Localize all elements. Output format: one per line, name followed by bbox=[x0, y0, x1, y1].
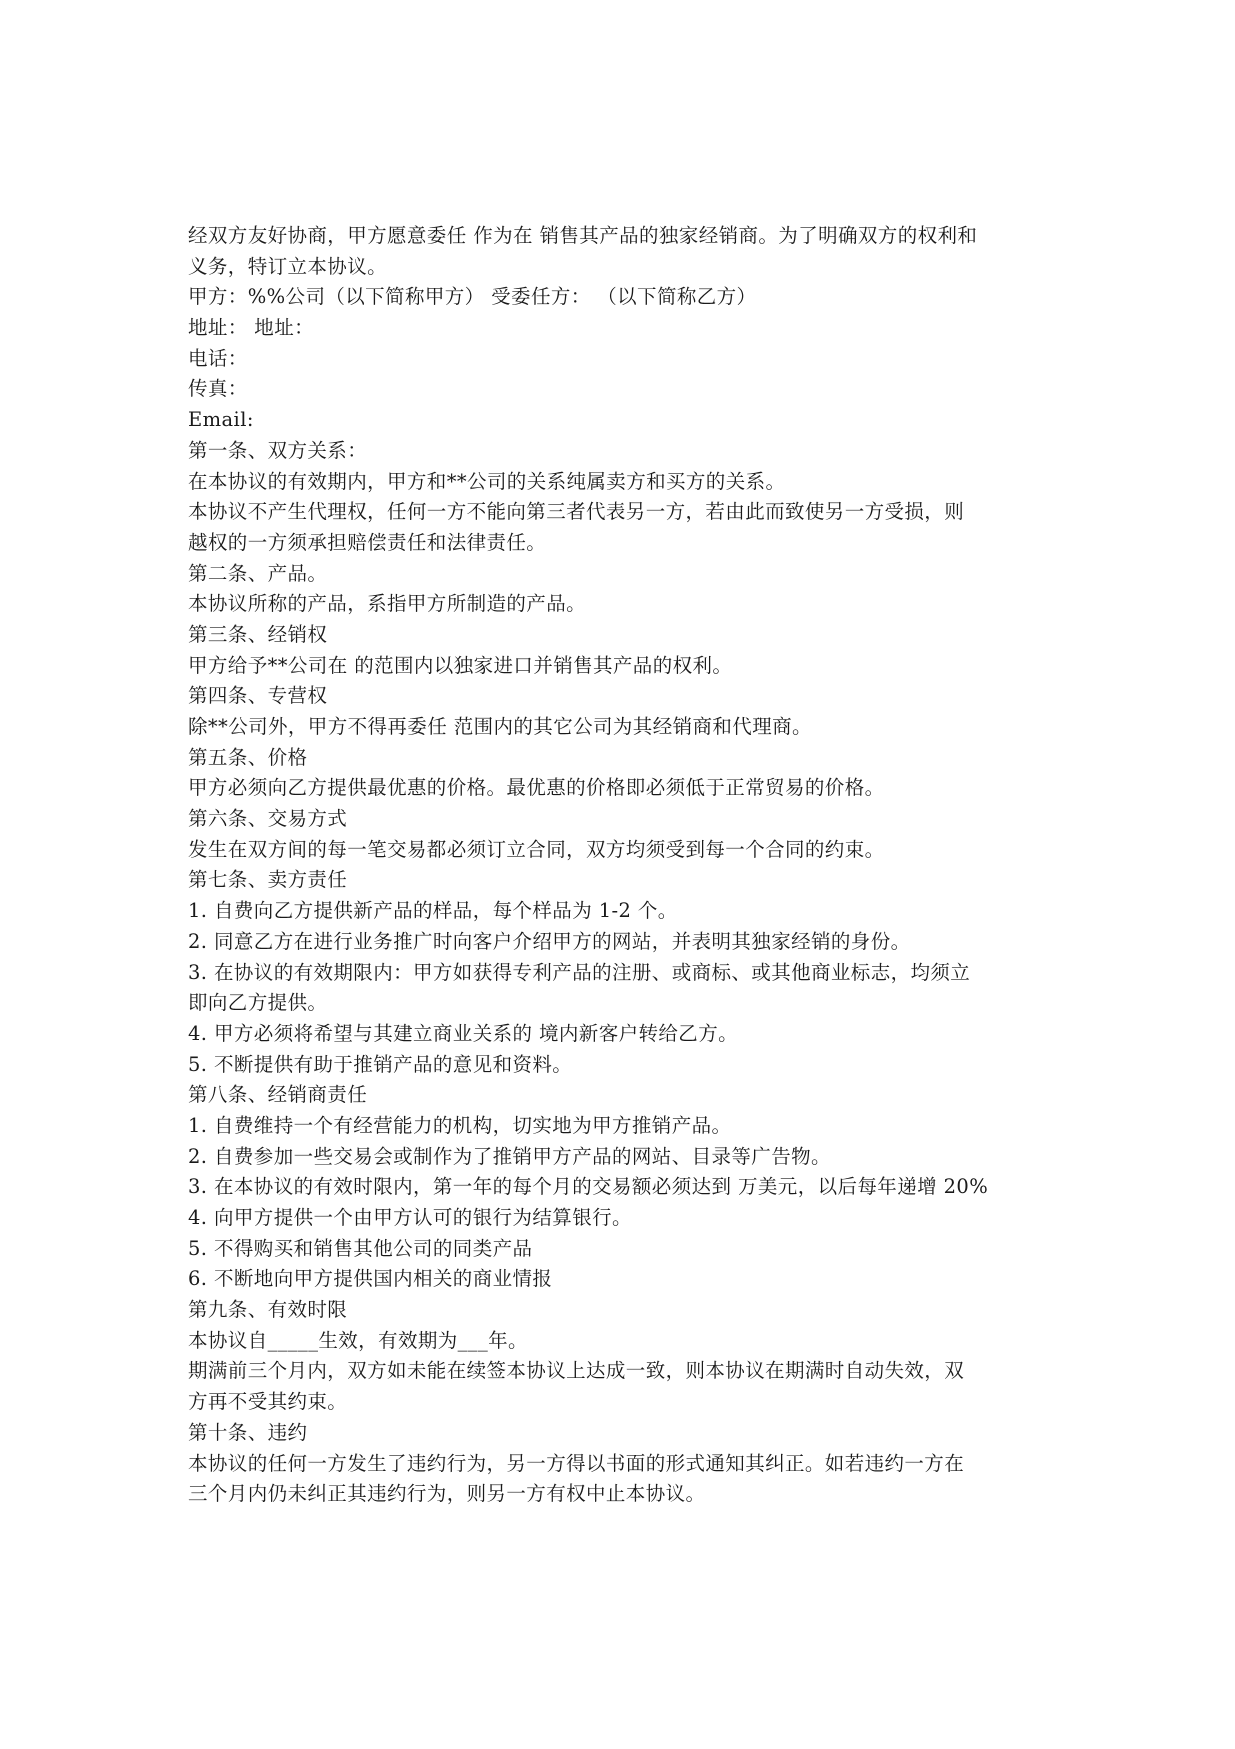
paragraph-line: 本协议不产生代理权，任何一方不能向第三者代表另一方，若由此而致使另一方受损，则 bbox=[188, 500, 965, 524]
paragraph-continuation: 三个月内仍未纠正其违约行为，则另一方有权中止本协议。 bbox=[188, 1482, 706, 1506]
paragraph-line: 传真： bbox=[188, 377, 248, 401]
paragraph-continuation: 方再不受其约束。 bbox=[188, 1390, 348, 1414]
paragraph-line: 甲方给予**公司在 的范围内以独家进口并销售其产品的权利。 bbox=[188, 653, 733, 677]
section-heading: 第九条、有效时限 bbox=[188, 1298, 348, 1322]
paragraph-line: 经双方友好协商，甲方愿意委任 作为在 销售其产品的独家经销商。为了明确双方的权利和 bbox=[188, 224, 978, 247]
list-item: 5. 不得购买和销售其他公司的同类产品 bbox=[188, 1236, 533, 1260]
paragraph-line: 期满前三个月内，双方如未能在续签本协议上达成一致，则本协议在期满时自动失效，双 bbox=[188, 1359, 965, 1383]
list-item: 1. 自费维持一个有经营能力的机构，切实地为甲方推销产品。 bbox=[188, 1113, 732, 1137]
document-body bbox=[188, 221, 1068, 1510]
section-heading: 第四条、专营权 bbox=[188, 684, 328, 708]
paragraph-continuation: 越权的一方须承担赔偿责任和法律责任。 bbox=[188, 530, 547, 554]
list-item: 1. 自费向乙方提供新产品的样品，每个样品为 1-2 个。 bbox=[188, 899, 678, 923]
list-item: 2. 自费参加一些交易会或制作为了推销甲方产品的网站、目录等广告物。 bbox=[188, 1144, 831, 1168]
paragraph-line: 本协议所称的产品，系指甲方所制造的产品。 bbox=[188, 592, 587, 616]
paragraph-continuation: 即向乙方提供。 bbox=[188, 991, 328, 1015]
list-item: 3. 在协议的有效期限内：甲方如获得专利产品的注册、或商标、或其他商业标志，均须立 bbox=[188, 960, 971, 984]
section-heading: 第七条、卖方责任 bbox=[188, 868, 348, 892]
list-item: 6. 不断地向甲方提供国内相关的商业情报 bbox=[188, 1267, 553, 1291]
paragraph-line: 在本协议的有效期内，甲方和**公司的关系纯属卖方和买方的关系。 bbox=[188, 469, 786, 493]
paragraph-continuation: 义务，特订立本协议。 bbox=[188, 254, 388, 278]
paragraph-line: Email: bbox=[188, 408, 254, 432]
paragraph-line: 甲方必须向乙方提供最优惠的价格。最优惠的价格即必须低于正常贸易的价格。 bbox=[188, 776, 885, 800]
section-heading: 第二条、产品。 bbox=[188, 561, 328, 585]
list-item: 4. 甲方必须将希望与其建立商业关系的 境内新客户转给乙方。 bbox=[188, 1021, 739, 1045]
paragraph-line: 本协议的任何一方发生了违约行为，另一方得以书面的形式通知其纠正。如若违约一方在 bbox=[188, 1451, 965, 1475]
section-heading: 第八条、经销商责任 bbox=[188, 1083, 368, 1107]
section-heading: 第三条、经销权 bbox=[188, 622, 328, 646]
list-item: 3. 在本协议的有效时限内，第一年的每个月的交易额必须达到 万美元，以后每年递增 20% bbox=[188, 1175, 989, 1199]
paragraph-line: 本协议自_____生效，有效期为___年。 bbox=[188, 1328, 528, 1352]
section-heading: 第五条、价格 bbox=[188, 745, 308, 769]
list-item: 4. 向甲方提供一个由甲方认可的银行为结算银行。 bbox=[188, 1206, 632, 1229]
section-heading: 第十条、违约 bbox=[188, 1420, 308, 1444]
paragraph-line: 发生在双方间的每一笔交易都必须订立合同，双方均须受到每一个合同的约束。 bbox=[188, 837, 885, 861]
paragraph-line: 电话： bbox=[188, 346, 248, 370]
paragraph-line: 除**公司外，甲方不得再委任 范围内的其它公司为其经销商和代理商。 bbox=[188, 715, 812, 738]
section-heading: 第六条、交易方式 bbox=[188, 807, 348, 831]
list-item: 2. 同意乙方在进行业务推广时向客户介绍甲方的网站，并表明其独家经销的身份。 bbox=[188, 929, 911, 953]
paragraph-line: 甲方：%%公司（以下简称甲方） 受委任方： （以下简称乙方） bbox=[188, 285, 757, 309]
section-heading: 第一条、双方关系： bbox=[188, 438, 368, 462]
paragraph-line: 地址： 地址： bbox=[188, 316, 314, 340]
list-item: 5. 不断提供有助于推销产品的意见和资料。 bbox=[188, 1052, 573, 1076]
